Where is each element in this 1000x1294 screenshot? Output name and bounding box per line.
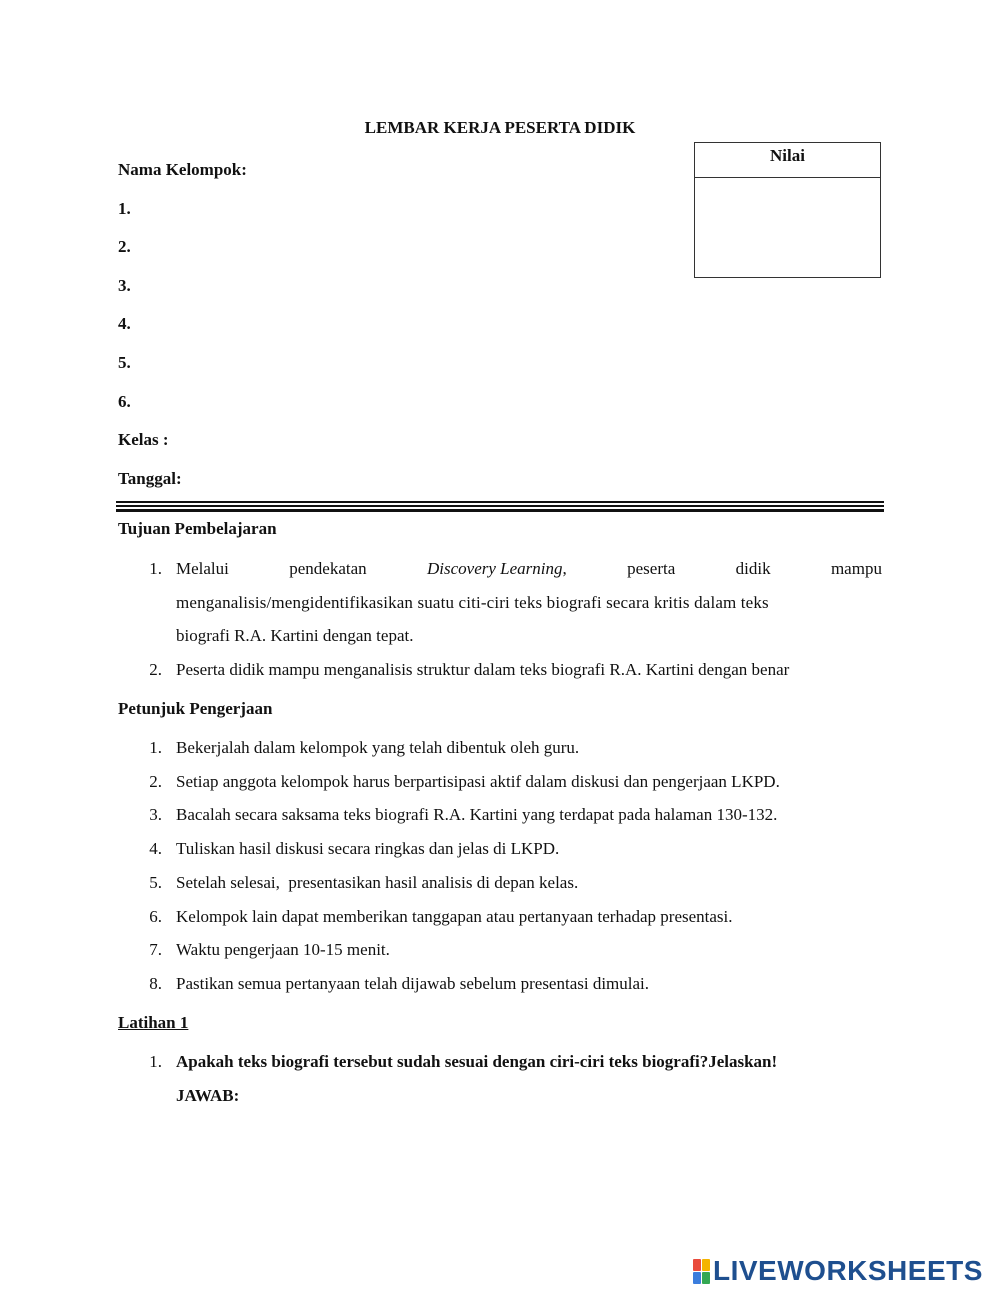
divider-top <box>116 501 884 503</box>
liveworksheets-logo-icon <box>693 1259 709 1283</box>
instruction-text: Pastikan semua pertanyaan telah dijawab sebelum presentasi dimulai. <box>176 974 650 993</box>
objective-2-number: 2. <box>149 660 162 679</box>
group-name-label: Nama Kelompok: <box>118 160 247 179</box>
answer-label: JAWAB: <box>176 1086 240 1105</box>
instruction-number: 6. <box>149 907 162 926</box>
instruction-number: 7. <box>149 940 162 959</box>
objective-1-word: Melalui <box>176 559 229 578</box>
liveworksheets-logo-text: LIVEWORKSHEETS <box>713 1255 983 1286</box>
objective-1-word: pendekatan <box>289 559 367 578</box>
objective-1-line-3: biografi R.A. Kartini dengan tepat. <box>176 626 414 645</box>
objective-1-word: mampu <box>830 559 882 578</box>
instruction-number: 8. <box>149 974 162 993</box>
objective-1-number: 1. <box>149 559 162 578</box>
instruction-number: 5. <box>149 873 162 892</box>
objective-1-line-1 <box>176 559 882 579</box>
instruction-text: Bacalah secara saksama teks biografi R.A. Kartini yang terdapat pada halaman 130-132. <box>176 805 778 824</box>
instruction-number: 3. <box>149 805 162 824</box>
question-number: 1. <box>149 1052 162 1071</box>
instructions-heading: Petunjuk Pengerjaan <box>118 699 273 718</box>
objective-1-word-italic: Discovery Learning, <box>427 559 567 578</box>
liveworksheets-logo <box>693 1255 983 1287</box>
objectives-heading: Tujuan Pembelajaran <box>118 519 277 538</box>
member-3-label: 3. <box>118 276 131 295</box>
class-label: Kelas : <box>118 430 169 449</box>
member-6-label: 6. <box>118 392 131 411</box>
exercise-heading: Latihan 1 <box>118 1013 189 1032</box>
objective-1-line-2: menganalisis/mengidentifikasikan suatu citi-ciri teks biografi secara kritis dalam teks <box>176 593 769 612</box>
divider-bottom <box>116 509 884 512</box>
instruction-number: 2. <box>149 772 162 791</box>
objective-2-text: Peserta didik mampu menganalisis struktur dalam teks biografi R.A. Kartini dengan benar <box>176 660 790 679</box>
instruction-text: Bekerjalah dalam kelompok yang telah dibentuk oleh guru. <box>176 738 580 757</box>
instruction-number: 4. <box>149 839 162 858</box>
question-text: Apakah teks biografi tersebut sudah sesuai dengan ciri-ciri teks biografi?Jelaskan! <box>176 1052 778 1071</box>
member-5-label: 5. <box>118 353 131 372</box>
divider-middle <box>116 505 884 507</box>
instruction-text: Tuliskan hasil diskusi secara ringkas dan jelas di LKPD. <box>176 839 560 858</box>
objective-1-word: didik <box>735 559 771 578</box>
member-2-label: 2. <box>118 237 131 256</box>
date-label: Tanggal: <box>118 469 182 488</box>
instruction-text: Kelompok lain dapat memberikan tanggapan atau pertanyaan terhadap presentasi. <box>176 907 733 926</box>
member-1-label: 1. <box>118 199 131 218</box>
instruction-text: Setelah selesai, presentasikan hasil analisis di depan kelas. <box>176 873 579 892</box>
score-box-field[interactable] <box>695 178 880 278</box>
answer-field[interactable] <box>176 1112 882 1232</box>
instruction-number: 1. <box>149 738 162 757</box>
objective-1-word: peserta <box>627 559 676 578</box>
instruction-text: Waktu pengerjaan 10-15 menit. <box>176 940 390 959</box>
worksheet-title: LEMBAR KERJA PESERTA DIDIK <box>364 118 636 137</box>
score-box-label: Nilai <box>695 143 880 178</box>
instruction-text: Setiap anggota kelompok harus berpartisipasi aktif dalam diskusi dan pengerjaan LKPD. <box>176 772 780 791</box>
member-4-label: 4. <box>118 314 131 333</box>
score-box <box>694 142 881 278</box>
